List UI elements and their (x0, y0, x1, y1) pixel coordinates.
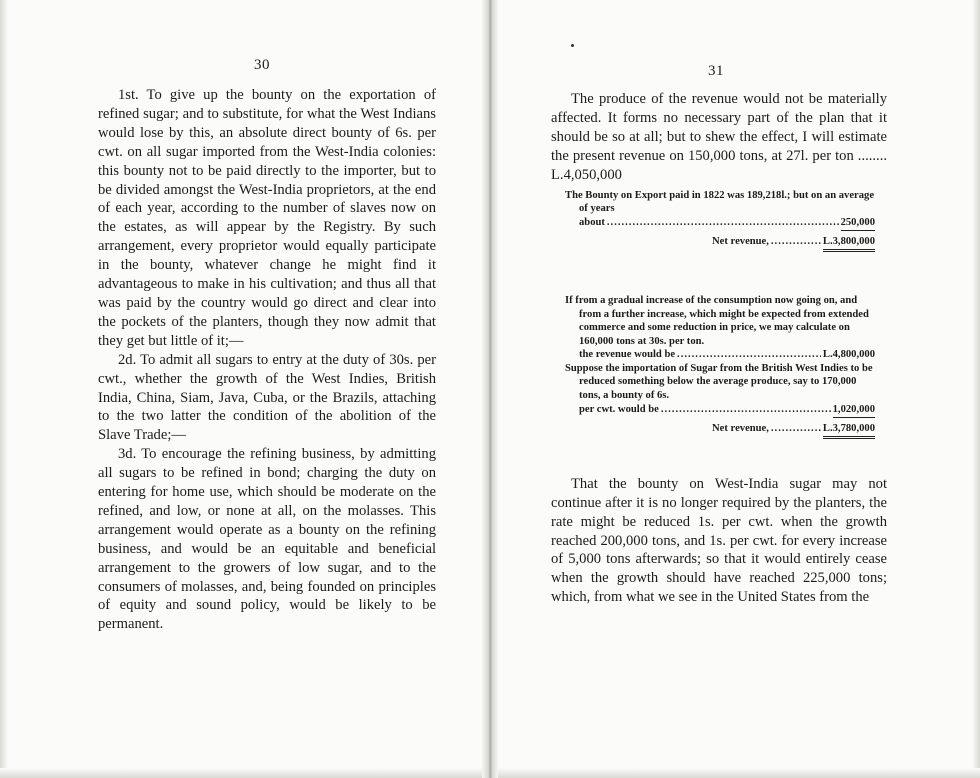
bounty-entry-text: The Bounty on Export paid in 1822 was 189,218l.; but on an average of years (565, 189, 875, 215)
net-revenue-amount-2: L.3,780,000 (823, 422, 875, 439)
right-page-number: 31 (708, 63, 724, 79)
projection-entry-bounty-line (565, 403, 875, 419)
projection-entry-bounty (565, 362, 875, 418)
right-page-edge (972, 0, 980, 778)
closing-paragraph: That the bounty on West-India sugar may not continue after it is no longer required by the planters, the rate might be reduced 1s. per cwt. when the growth reached 200,000 tons, and 1s. per cwt. for every increase of 5,000 tons afterwards; so that it would entirely cease when the growth should have reached 225,000 tons; which, from what we see in the United States from the (551, 475, 887, 606)
projection-entry-bounty-text: Suppose the importation of Sugar from the British West Indies to be reduced something below the average produce, say to 170,000 tons, a bounty of 6s. (565, 362, 873, 402)
net-revenue-amount-1: L.3,800,000 (823, 235, 875, 252)
net-revenue-label-2: Net revenue, (712, 423, 769, 435)
projection-entry-consumption-amount: L.4,800,000 (822, 349, 875, 361)
bounty-entry-label: about (579, 216, 605, 228)
projection-entry-consumption (565, 294, 875, 362)
bounty-table (551, 189, 875, 252)
ink-speck (571, 44, 574, 47)
projection-entry-consumption-text: If from a gradual increase of the consumption now going on, and from a further increase, which might be expected from extended commerce and some reduction in price, we may calculate on 160,000 tons at 30s. per ton. (565, 294, 869, 347)
bounty-entry-amount: 250,000 (841, 216, 875, 232)
leader-dots (677, 348, 821, 362)
net-revenue-line-1 (565, 235, 875, 252)
projection-entry-consumption-label: the revenue would be (579, 349, 676, 361)
leader-dots (771, 422, 821, 436)
projection-entry-consumption-line (565, 348, 875, 362)
paragraph-first-proposal: 1st. To give up the bounty on the exportation of refined sugar; and to substitute, for what the West Indians would lose by this, an absolute direct bounty of 6s. per cwt. on all sugar imported from the West-India colonies: this bounty not to be paid directly to the importer, but to be divided amongst the West-India proprietors, at the end of each year, according to the number of slaves now on the estates, as will appear by the Registry. By such arrangement, every proprietor would equally participate in the bounty, whatever change he might find it advantageous to make in his cultivation; and thus all that was paid by the country would go direct and clear into the pockets of the planters, though they now admit that they get but little of it;— (98, 87, 436, 349)
leader-dots (771, 235, 821, 249)
net-revenue-line-2 (565, 422, 875, 439)
leader-dots (607, 216, 839, 230)
bounty-entry (565, 189, 875, 232)
left-page-number: 30 (254, 57, 270, 73)
book-gutter (482, 0, 498, 778)
leader-dots (661, 403, 831, 417)
projection-entry-bounty-amount: 1,020,000 (833, 403, 875, 419)
revenue-intro-paragraph: The produce of the revenue would not be materially affected. It forms no necessary part of the plan that it should be so at all; but to shew the effect, I will estimate the present revenue on 150,000 tons, at 27l. per ton ........ L.4,050,000 (551, 91, 887, 183)
net-revenue-label-1: Net revenue, (712, 236, 769, 248)
right-page-text (551, 90, 887, 607)
paragraph-second-proposal: 2d. To admit all sugars to entry at the duty of 30s. per cwt., whether the growth of the West Indies, British India, China, Siam, Java, Cuba, or the Brazils, attaching to the two latter the condition of the abolition of the Slave Trade;— (98, 351, 436, 444)
bounty-entry-line (565, 216, 875, 232)
projection-table (551, 294, 875, 439)
left-page-edge (0, 0, 8, 778)
projection-entry-bounty-label: per cwt. would be (579, 403, 659, 415)
left-page-text (98, 86, 436, 634)
paragraph-third-proposal: 3d. To encourage the refining business, by admitting all sugars to be refined in bond; charging the duty on entering for home use, which should be moderate on the refined, and low, or none at all, on the molasses. This arrangement would operate as a bounty on the refining business, and would be an equitable and beneficial arrangement to the growers of low sugar, and to the consumers of molasses, and, being founded on principles of equity and sound policy, would be likely to be permanent. (98, 446, 436, 633)
